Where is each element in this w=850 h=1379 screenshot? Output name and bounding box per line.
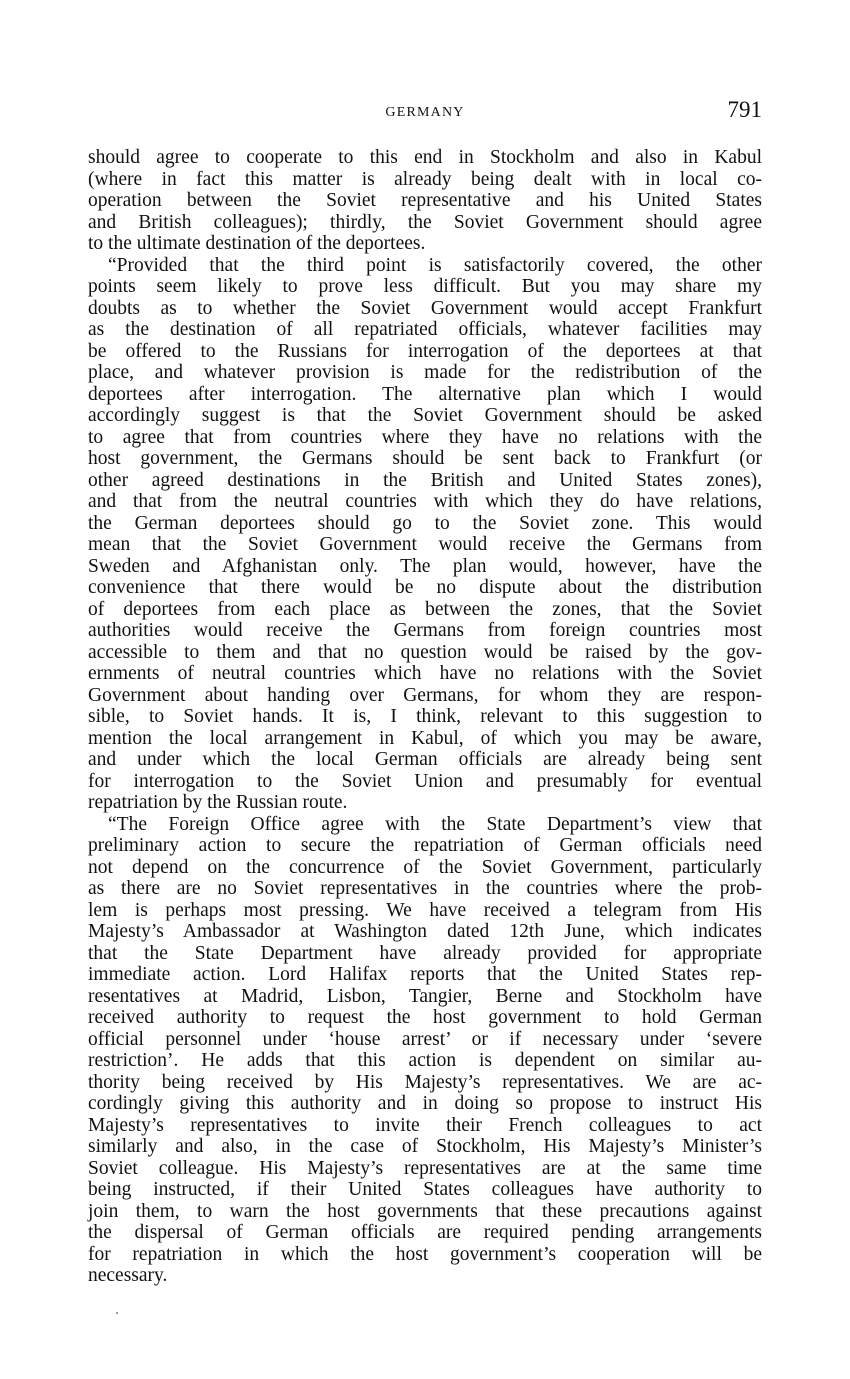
text-line: to agree that from countries where they have no relations with the [88,426,762,448]
text-line: Sweden and Afghanistan only. The plan would, however, have the [88,555,762,577]
text-line: for interrogation to the Soviet Union and presumably for eventual [88,770,762,792]
text-line: place, and whatever provision is made for the redistribution of the [88,362,762,383]
text-line: and under which the local German officials are already being sent [88,749,762,770]
text-line: deportees after interrogation. The alternative plan which I would [88,383,762,405]
text-line: should agree to cooperate to this end in Stockholm and also in Kabul [88,147,762,168]
text-line: accessible to them and that no question would be raised by the gov- [88,641,762,663]
text-line: not depend on the concurrence of the Soviet Government, particularly [88,856,762,878]
text-line: to the ultimate destination of the deportees. [88,233,426,254]
text-line: ernments of neutral countries which have no relations with the Soviet [88,663,762,684]
text-line: cordingly giving this authority and in doing so propose to instruct His [88,1093,762,1114]
text-line: “Provided that the third point is satisfactorily covered, the other [108,254,762,276]
print-speck [116,1312,118,1314]
text-line: similarly and also, in the case of Stockholm, His Majesty’s Minister’s [88,1136,762,1157]
page-number: 791 [727,97,762,122]
text-line: repatriation by the Russian route. [88,792,348,813]
text-line: Soviet colleague. His Majesty’s representatives are at the same time [88,1157,762,1179]
text-line: Majesty’s representatives to invite their French colleagues to act [88,1114,762,1136]
text-line: host government, the Germans should be sent back to Frankfurt (or [88,448,762,469]
text-line: operation between the Soviet representative and his United States [88,190,762,211]
text-line: thority being received by His Majesty’s representatives. We are ac- [88,1071,762,1093]
text-line: doubts as to whether the Soviet Government would accept Frankfurt [88,297,762,319]
text-line: as the destination of all repatriated officials, whatever facilities may [88,319,762,340]
text-line: other agreed destinations in the British and United States zones), [88,469,762,491]
text-line: convenience that there would be no dispute about the distribution [88,577,762,598]
text-line: and that from the neutral countries with which they do have relations, [88,491,762,512]
text-line: (where in fact this matter is already being dealt with in local co- [88,168,762,190]
text-line: mention the local arrangement in Kabul, of which you may be aware, [88,727,762,749]
text-line: the German deportees should go to the Soviet zone. This would [88,512,762,534]
text-line: the dispersal of German officials are required pending arrangements [88,1222,762,1243]
text-line: Majesty’s Ambassador at Washington dated 12th June, which indicates [88,921,762,942]
text-line: “The Foreign Office agree with the State Department’s view that [108,813,762,835]
text-line: join them, to warn the host governments that these precautions against [88,1200,762,1222]
text-line: accordingly suggest is that the Soviet Government should be asked [88,405,762,426]
text-line: being instructed, if their United States colleagues have authority to [88,1179,762,1200]
text-line: preliminary action to secure the repatriation of German officials need [88,835,762,856]
text-line: resentatives at Madrid, Lisbon, Tangier, Berne and Stockholm have [88,985,762,1007]
text-line: lem is perhaps most pressing. We have received a telegram from His [88,899,762,921]
document-body [88,147,762,1287]
text-line: necessary. [88,1265,168,1286]
text-line: points seem likely to prove less difficult. But you may share my [88,276,762,297]
text-line: immediate action. Lord Halifax reports that the United States rep- [88,964,762,985]
page-header [88,97,762,127]
running-head: GERMANY [385,105,465,120]
text-line: for repatriation in which the host government’s cooperation will be [88,1243,762,1265]
text-line: sible, to Soviet hands. It is, I think, relevant to this suggestion to [88,706,762,727]
text-line: be offered to the Russians for interrogation of the deportees at that [88,340,762,362]
text-line: as there are no Soviet representatives in the countries where the prob- [88,878,762,899]
text-line: Government about handing over Germans, for whom they are respon- [88,684,762,706]
text-line: received authority to request the host government to hold German [88,1007,762,1028]
text-line: of deportees from each place as between the zones, that the Soviet [88,598,762,620]
text-line: that the State Department have already provided for appropriate [88,942,762,964]
text-line: authorities would receive the Germans from foreign countries most [88,620,762,641]
text-line: mean that the Soviet Government would receive the Germans from [88,534,762,555]
text-line: official personnel under ‘house arrest’ or if necessary under ‘severe [88,1028,762,1050]
text-line: and British colleagues); thirdly, the Soviet Government should agree [88,211,762,233]
text-line: restriction’. He adds that this action is dependent on similar au- [88,1050,762,1071]
